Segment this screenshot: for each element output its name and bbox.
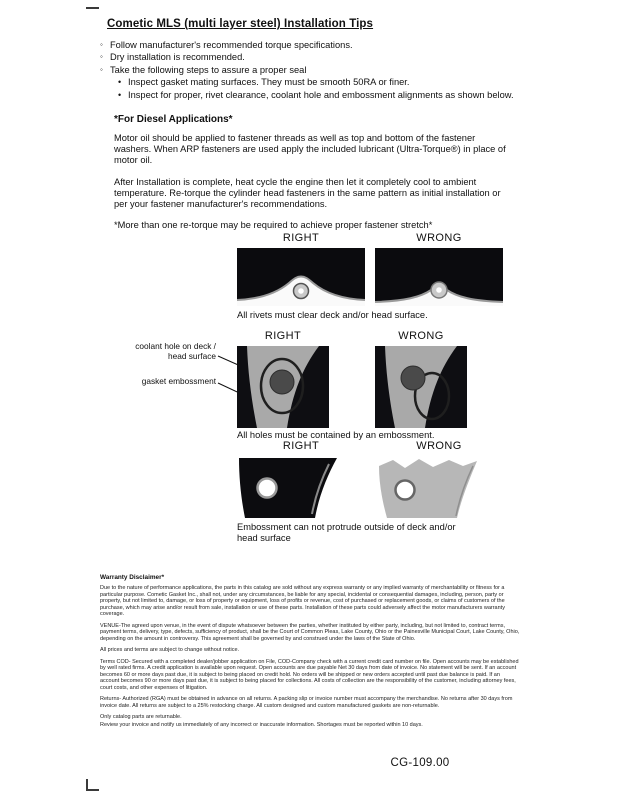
- embossment-right-diagram: [237, 456, 365, 518]
- tip-text: Dry installation is recommended.: [110, 52, 245, 63]
- diesel-paragraph-1: Motor oil should be applied to fastener threads as well as top and bottom of the fastener washers. When ARP fasteners are used apply the included lubricant (Ultra-Torque®) in place of motor oil.: [114, 133, 506, 166]
- row1-right-label: RIGHT: [282, 232, 320, 244]
- disclaimer-heading: Warranty Disclaimer*: [100, 574, 165, 581]
- coolant-hole-annotation: coolant hole on deck / head surface: [135, 341, 216, 361]
- diesel-paragraph-2: After Installation is complete, heat cycle the engine then let it completely cool to ambient temperature. Re-torque the cylinder head fasteners in the same pattern as initial installation or per your fastener manufacturer's recommendations.: [114, 176, 501, 210]
- disclaimer-paragraph: VENUE-The agreed upon venue, in the event of dispute whatsoever between the parties, whether instituted by either party, including, but not limited to, contract terms, payment terms, delivery, type, defects, sufficiency of product, shall be the Court of Common Pleas, Lake County, Ohio or the Painesville Municipal Court, Lake County, Ohio, depending on the amount in controversy. This agreement shall be governed by and construed under the laws of the State of Ohio.: [100, 622, 520, 642]
- row3-wrong-label: WRONG: [416, 440, 462, 452]
- bullet-marker: •: [118, 77, 122, 88]
- warranty-disclaimer-section: [100, 574, 520, 733]
- disclaimer-paragraph: Review your invoice and notify us immediately of any incorrect or inaccurate information. Shortages must be reported within 10 days.: [100, 721, 423, 728]
- page-number: CG-109.00: [390, 757, 450, 769]
- diagrams-section: [0, 230, 618, 562]
- crop-mark-bottom-vertical: [86, 779, 88, 791]
- row3-caption: Embossment can not protrude outside of deck and/or head surface: [237, 522, 456, 543]
- tip-text: Take the following steps to assure a proper seal: [110, 64, 307, 75]
- bullet-marker: ◦: [100, 40, 103, 49]
- tip-item: [100, 51, 520, 63]
- row1-caption: All rivets must clear deck and/or head surface.: [237, 310, 428, 320]
- bullet-marker: •: [118, 89, 122, 100]
- rivet-clearance-wrong-diagram: [375, 248, 503, 306]
- disclaimer-paragraph: Terms COD- Secured with a completed dealer/jobber application on File, COD-Company check with a current credit card number on file. Open accounts may be established by well rated firms. A credit application is available upon request. Open accounts are due payable Net 30 days from date of invoice. No statement will be sent. If an account becomes 60 or more days past due, it is subject to being placed on credit hold. No orders will be shipped or new orders accepted until past due balance is paid. If an account becomes 90 or more days past due, it is subject to being placed for collections. All costs of collection are the responsibility of the customer, including attorney fees, court costs, and other expenses of litigation.: [100, 658, 519, 691]
- bullet-marker: ◦: [100, 52, 103, 62]
- crop-mark-top: [86, 7, 99, 9]
- row1-wrong-label: WRONG: [416, 232, 462, 244]
- row2-caption: All holes must be contained by an embossment.: [237, 430, 435, 440]
- coolant-hole-wrong-diagram: [375, 346, 467, 428]
- bullet-marker: ◦: [100, 64, 103, 74]
- diesel-heading: *For Diesel Applications*: [114, 114, 233, 126]
- row2-right-label: RIGHT: [264, 330, 302, 342]
- tip-item: [100, 64, 520, 76]
- tip-sub-item: [118, 89, 520, 101]
- disclaimer-paragraph: All prices and terms are subject to change without notice.: [100, 647, 240, 653]
- tip-text: Inspect gasket mating surfaces. They must be smooth 50RA or finer.: [128, 77, 410, 88]
- diesel-applications-section: [114, 114, 510, 230]
- disclaimer-paragraph: Due to the nature of performance applications, the parts in this catalog are sold without any express warranty or any implied warranty of merchantability or fitness for a particular purpose. Cometic Gasket Inc., shall not, under any circumstances, be liable for any special, incidental or consequential damages, including, person, party or property, but not limited to, damage, or loss of property or equipment, loss of profits or revenue, cost of purchased or replacement goods, or claims of customers of the purchase, which may arise and/or result from sale, installation or use of these parts. Installation of these parts could adversely affect the motor manufacturers warranty coverage.: [100, 585, 505, 617]
- embossment-wrong-diagram: [375, 456, 503, 518]
- tip-item: [100, 39, 520, 51]
- disclaimer-paragraph: Returns- Authorized (RGA) must be obtained in advance on all returns. A packing slip or invoice number must accompany the merchandise. No returns after 30 days from invoice date. All returns are subject to a 25% restocking charge. All custom designed and custom manufactured gaskets are non-returnable.: [100, 696, 513, 709]
- tip-sub-item: [118, 76, 520, 88]
- row2-wrong-label: WRONG: [398, 330, 444, 342]
- tip-text: Inspect for proper, rivet clearance, coolant hole and embossment alignments as shown below.: [128, 89, 514, 100]
- retorque-note: *More than one re-torque may be required to achieve proper fastener stretch*: [114, 220, 433, 231]
- gasket-embossment-annotation: gasket embossment: [141, 376, 216, 386]
- tip-text: Follow manufacturer's recommended torque specifications.: [110, 40, 353, 50]
- rivet-clearance-right-diagram: [237, 248, 365, 306]
- disclaimer-paragraph: Only catalog parts are returnable.: [100, 714, 182, 720]
- installation-tips-section: [100, 18, 520, 230]
- page-title: Cometic MLS (multi layer steel) Installation Tips: [107, 18, 374, 30]
- row3-right-label: RIGHT: [282, 440, 320, 452]
- coolant-hole-right-diagram: [237, 346, 329, 428]
